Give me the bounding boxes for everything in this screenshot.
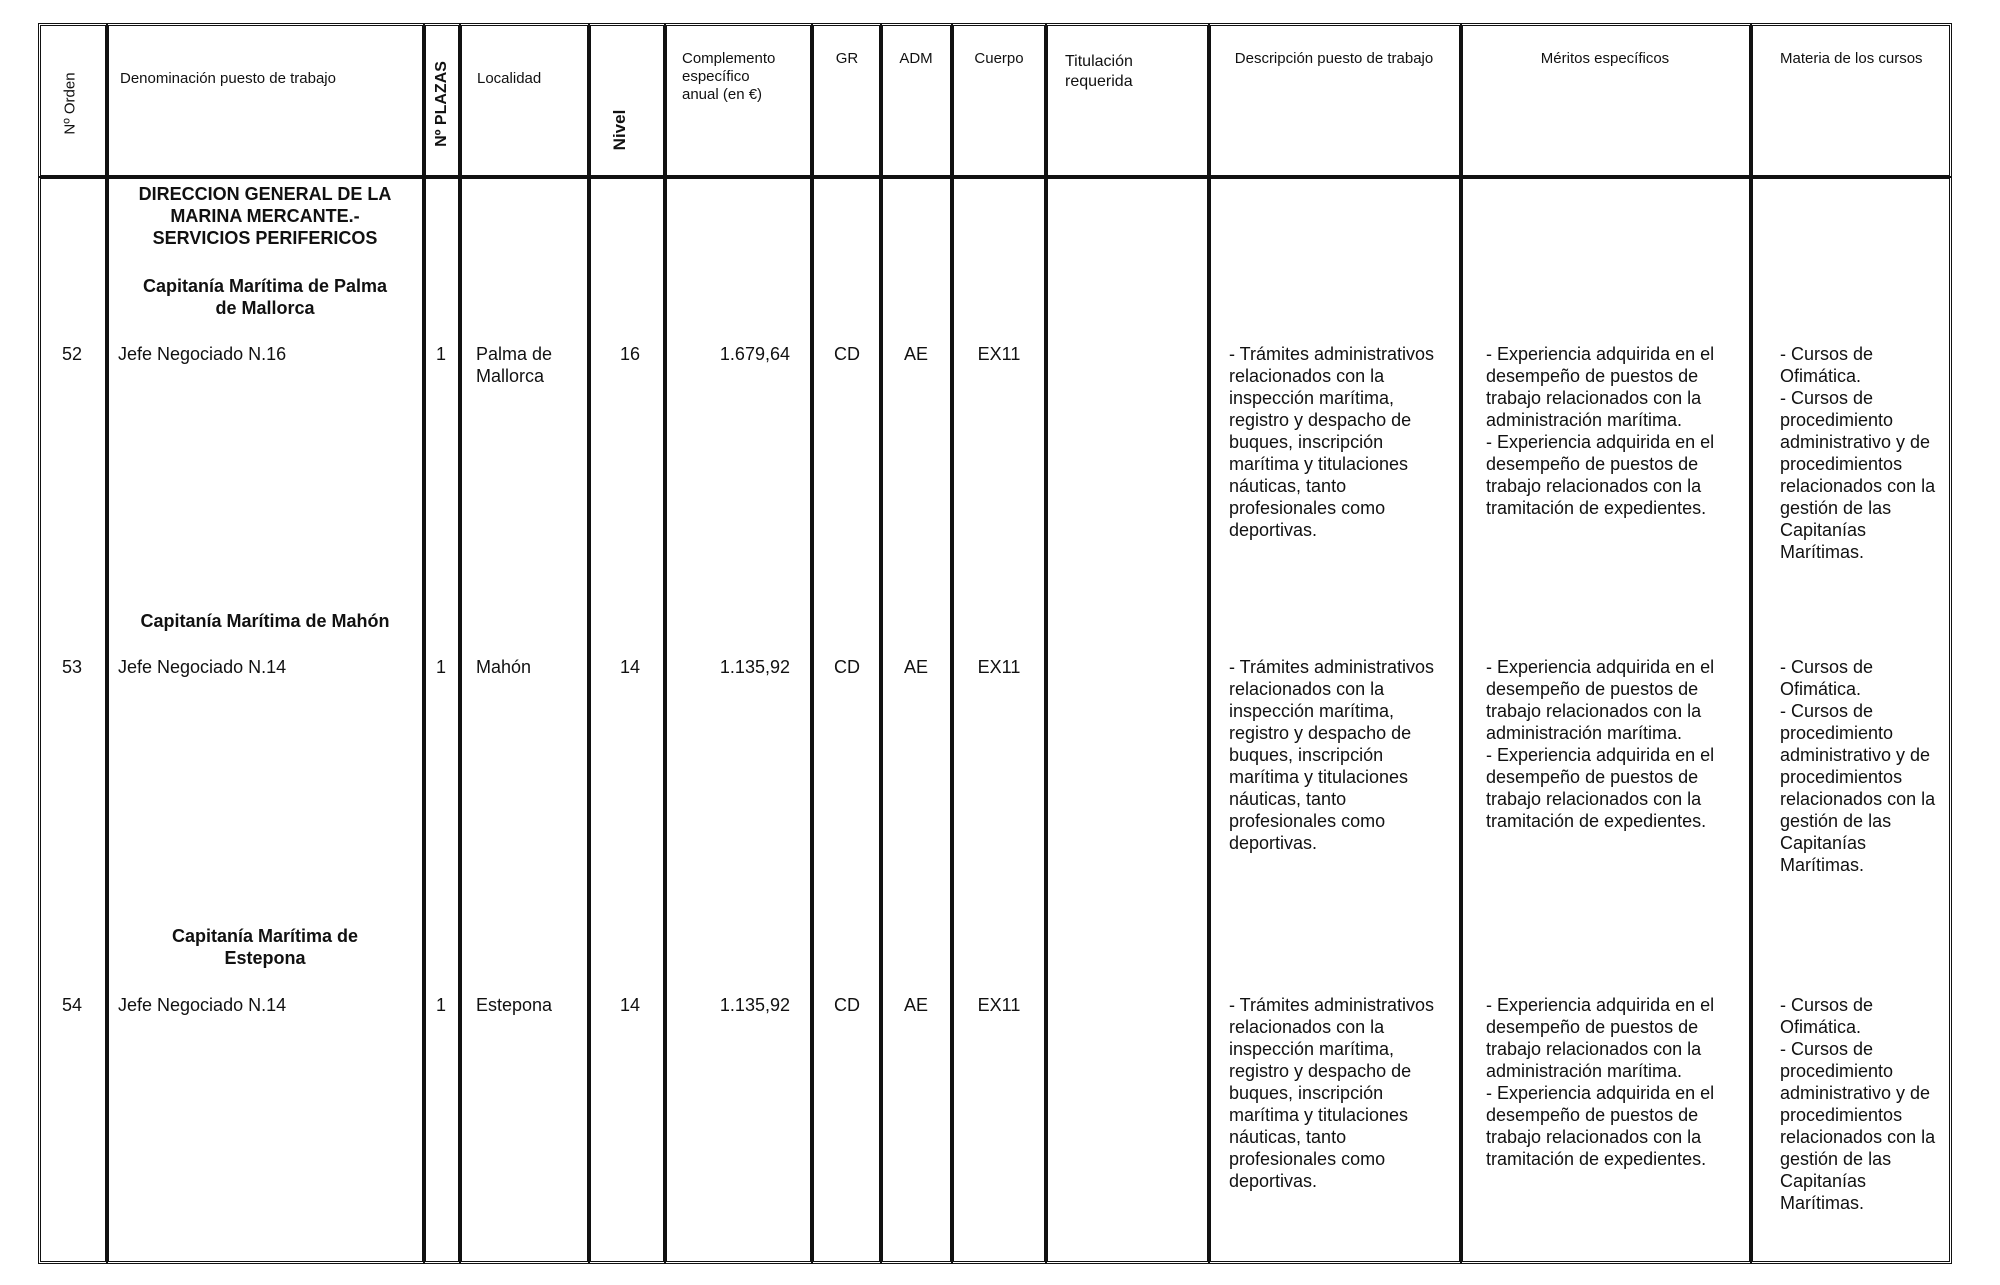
cell-descripcion: - Trámites administrativos relacionados con la inspección marítima, registro y despacho de buques, inscripción marítima y titulaciones náuticas, tanto profesionales como deportivas. [1229, 344, 1435, 540]
body-cell-plazas [423, 176, 461, 1264]
header-cell-cuerpo [951, 23, 1047, 178]
cell-gr: CD [834, 657, 860, 677]
body-cell-titulacion [1045, 176, 1210, 1264]
cell-plazas: 1 [435, 657, 446, 677]
header-cell-adm [880, 23, 953, 178]
body-cell-adm [880, 176, 953, 1264]
cell-meritos: - Experiencia adquirida en el desempeño de puestos de trabajo relacionados con la administración marítima. - Experiencia adquirida en el desempeño de puestos de trabajo relacionados con la tramitación de expedientes. [1486, 657, 1715, 831]
cell-nivel: 14 [619, 657, 640, 677]
header-complemento: Complemento específico anual (en €) [682, 50, 776, 103]
header-cell-materia [1750, 23, 1952, 178]
body-cell-nivel [588, 176, 666, 1264]
header-cell-descripcion [1208, 23, 1462, 178]
cell-materia: - Cursos de Ofimática. - Cursos de procedimiento administrativo y de procedimientos relacionados con la gestión de las Capitanías Marítimas. [1780, 344, 1936, 562]
header-descripcion: Descripción puesto de trabajo [1234, 50, 1434, 67]
cell-complemento: 1.135,92 [719, 657, 790, 677]
cell-meritos: - Experiencia adquirida en el desempeño de puestos de trabajo relacionados con la administración marítima. - Experiencia adquirida en el desempeño de puestos de trabajo relacionados con la tramitación de expedientes. [1486, 344, 1715, 518]
header-nivel: Nivel [610, 109, 629, 151]
cell-gr: CD [834, 344, 860, 364]
header-cell-gr [811, 23, 882, 178]
cell-nivel: 16 [619, 344, 640, 364]
cell-cuerpo: EX11 [977, 657, 1021, 677]
cell-cuerpo: EX11 [977, 995, 1021, 1015]
header-meritos: Méritos específicos [1540, 50, 1670, 67]
cell-orden: 52 [61, 344, 83, 364]
body-cell-gr [811, 176, 882, 1264]
header-denominacion: Denominación puesto de trabajo [120, 70, 336, 87]
body-cell-cuerpo [951, 176, 1047, 1264]
cell-complemento: 1.679,64 [719, 344, 790, 364]
cell-complemento: 1.135,92 [719, 995, 790, 1015]
cell-meritos: - Experiencia adquirida en el desempeño de puestos de trabajo relacionados con la administración marítima. - Experiencia adquirida en el desempeño de puestos de trabajo relacionados con la tramitación de expedientes. [1486, 995, 1715, 1169]
cell-localidad: Mahón [476, 657, 532, 677]
cell-orden: 54 [61, 995, 83, 1015]
header-cell-titulacion [1045, 23, 1210, 178]
cell-localidad: Estepona [476, 995, 553, 1015]
header-materia: Materia de los cursos [1780, 50, 1923, 67]
header-orden: Nº Orden [61, 72, 79, 135]
cell-orden: 53 [61, 657, 83, 677]
cell-plazas: 1 [435, 995, 446, 1015]
cell-cuerpo: EX11 [977, 344, 1021, 364]
office-subheading: Capitanía Marítima de Mahón [140, 611, 390, 631]
header-cell-localidad [459, 23, 590, 178]
body-cell-localidad [459, 176, 590, 1264]
cell-denominacion: Jefe Negociado N.14 [118, 995, 287, 1015]
cell-plazas: 1 [435, 344, 446, 364]
office-subheading: Capitanía Marítima de Estepona [171, 926, 359, 968]
cell-materia: - Cursos de Ofimática. - Cursos de procedimiento administrativo y de procedimientos relacionados con la gestión de las Capitanías Marítimas. [1780, 657, 1936, 875]
cell-adm: AE [903, 344, 928, 364]
header-gr: GR [835, 50, 859, 67]
cell-localidad: Palma de Mallorca [476, 344, 553, 386]
cell-descripcion: - Trámites administrativos relacionados con la inspección marítima, registro y despacho de buques, inscripción marítima y titulaciones náuticas, tanto profesionales como deportivas. [1229, 995, 1435, 1191]
cell-gr: CD [834, 995, 860, 1015]
cell-denominacion: Jefe Negociado N.14 [118, 657, 287, 677]
cell-adm: AE [903, 657, 928, 677]
body-cell-complemento [664, 176, 813, 1264]
header-adm: ADM [899, 50, 933, 67]
header-plazas: Nº PLAZAS [433, 61, 450, 147]
header-titulacion: Titulación requerida [1065, 53, 1133, 90]
header-cell-meritos [1460, 23, 1752, 178]
office-subheading: Capitanía Marítima de Palma de Mallorca [142, 276, 388, 318]
section-title: DIRECCION GENERAL DE LA MARINA MERCANTE.- SERVICIOS PERIFERICOS [138, 184, 392, 248]
cell-nivel: 14 [619, 995, 640, 1015]
body-cell-orden [38, 176, 108, 1264]
cell-descripcion: - Trámites administrativos relacionados con la inspección marítima, registro y despacho de buques, inscripción marítima y titulaciones náuticas, tanto profesionales como deportivas. [1229, 657, 1435, 853]
body-cell-denominacion [106, 176, 425, 1264]
cell-denominacion: Jefe Negociado N.16 [118, 344, 287, 364]
cell-materia: - Cursos de Ofimática. - Cursos de procedimiento administrativo y de procedimientos relacionados con la gestión de las Capitanías Marítimas. [1780, 995, 1936, 1213]
cell-adm: AE [903, 995, 928, 1015]
header-cell-denominacion [106, 23, 425, 178]
header-localidad: Localidad [477, 70, 542, 87]
header-cuerpo: Cuerpo [974, 50, 1024, 67]
